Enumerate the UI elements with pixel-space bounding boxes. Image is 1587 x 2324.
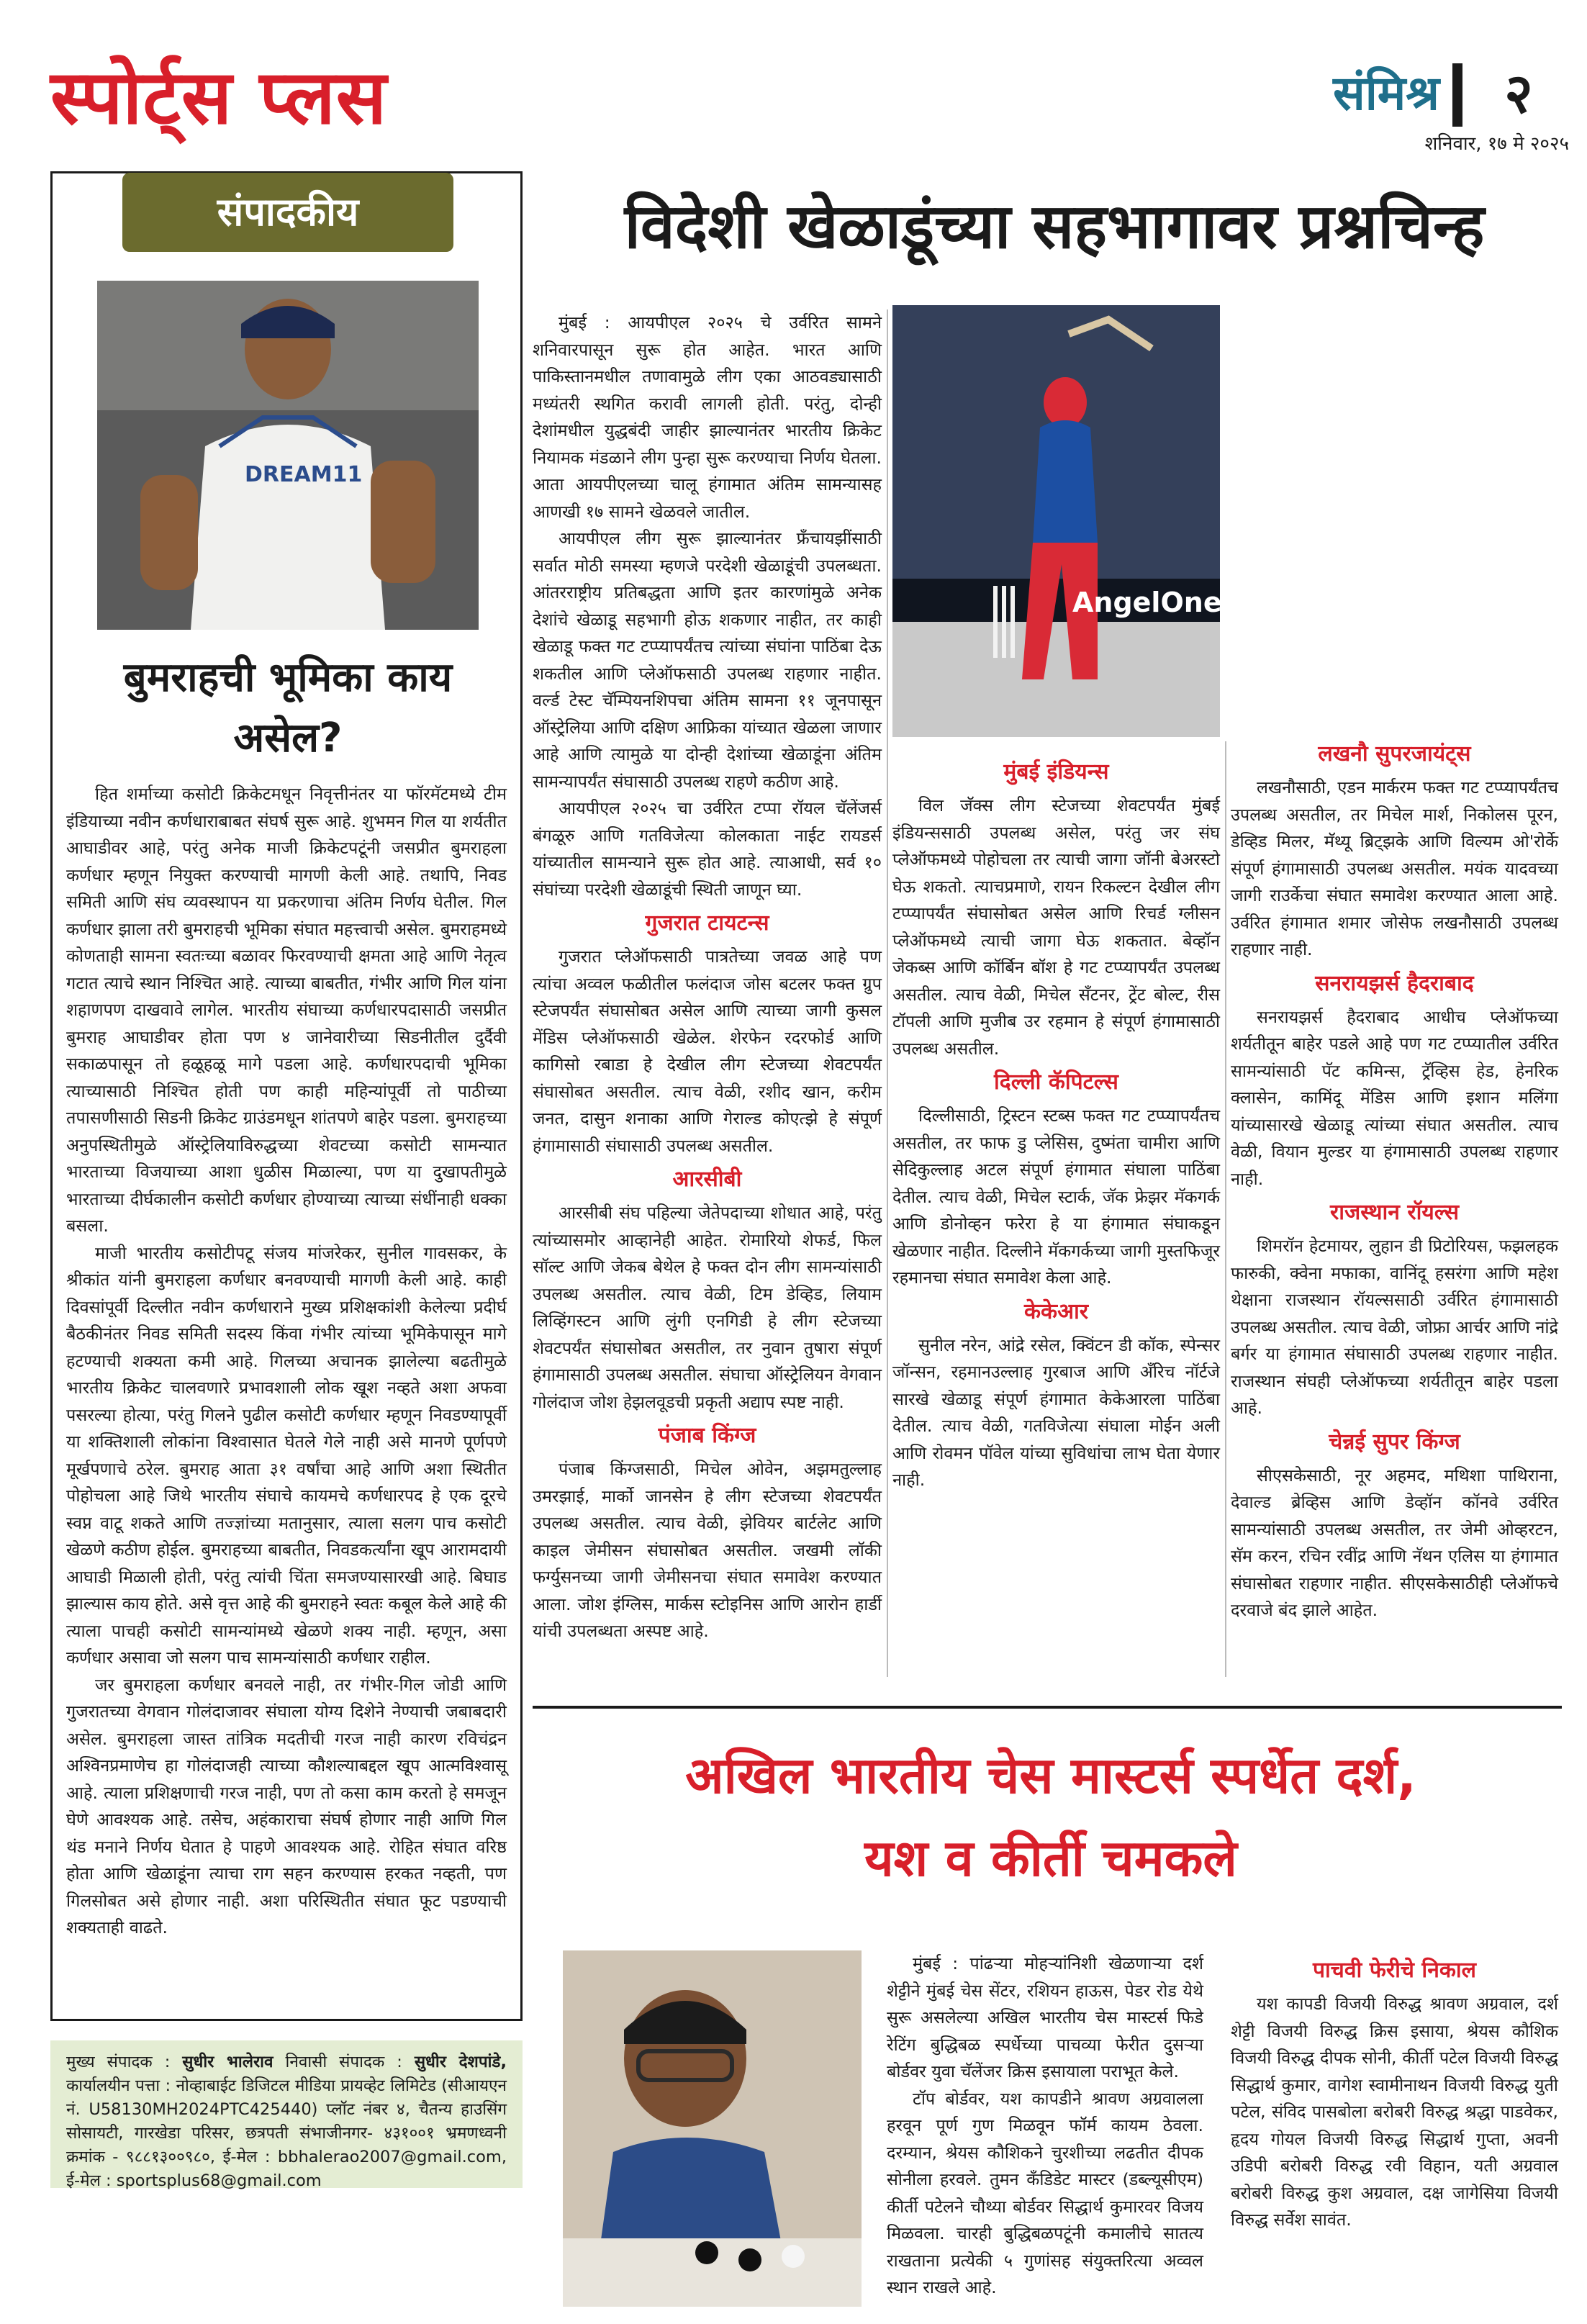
team-paragraph: पंजाब किंग्जसाठी, मिचेल ओवेन, अझमतुल्लाह उमरझाई, मार्को जानसेन हे लीग स्टेजच्या शेवटपर्यंत उपलब्ध असतील. त्याच वेळी, झेवियर बार्टलेट आणि काइल जेमीसन संघासोबत असतील. जखमी लॉकी फर्ग्युसनच्या जागी जेमीसनचा संघात समावेश करण्यात आला. जोश इंग्लिस, मार्कस स्टोइनिस आणि आरोन हार्डी यांची उपलब्धता अस्पष्ट आहे. (533, 1459, 882, 1641)
main-story-column-2 (892, 752, 1220, 1688)
team-paragraph: विल जॅक्स लीग स्टेजच्या शेवटपर्यंत मुंबई इंडियन्ससाठी उपलब्ध असेल, परंतु जर संघ प्लेऑफमध्ये पोहोचला तर त्याची जागा जॉनी बेअरस्टो घेऊ शकतो. त्याचप्रमाणे, रायन रिकल्टन देखील लीग टप्प्यापर्यंत संघासोबत असेल आणि रिचर्ड ग्लीसन प्लेऑफमध्ये त्याची जागा घेऊ शकतात. बेव्हॉन जेकब्स आणि कॉर्बिन बॉश हे गट टप्प्यापर्यंत उपलब्ध असतील. त्याच वेळी, मिचेल सँटनर, ट्रेंट बोल्ट, रीस टॉपली आणि मुजीब उर रहमान हे संपूर्ण हंगामासाठी उपलब्ध असतील. (892, 795, 1220, 1059)
main-story-column-3 (1231, 734, 1558, 1727)
chess-story-column-1 (887, 1950, 1203, 2310)
team-heading-rajasthan: राजस्थान रॉयल्स (1329, 1200, 1459, 1225)
editorial-paragraph: हित शर्माच्या कसोटी क्रिकेटमधून निवृत्तीनंतर या फॉरमॅटमध्ये टीम इंडियाच्या नवीन कर्णधाराबाबत संघर्ष सुरू आहे. शुभमन गिल या शर्यतीत आघाडीवर आहे, परंतु अनेक माजी क्रिकेटपटूंनी जसप्रीत बुमराहला कर्णधार म्हणून नियुक्त करण्याची मागणी केली आहे. तथापि, निवड समिती आणि संघ व्यवस्थापन या प्रकरणाचा अंतिम निर्णय घेतील. गिल कर्णधार झाला तरी बुमराहची भूमिका संघात महत्त्वाची असेल. बुमराहमध्ये कोणताही सामना स्वतःच्या बळावर फिरवण्याची क्षमता आहे आणि नेतृत्व गटात त्याचे स्थान निश्चित आहे. त्याच्या बाबतीत, गंभीर आणि गिल यांना शहाणपण दाखवावे लागेल. भारतीय संघाच्या कर्णधारपदासाठी जसप्रीत बुमराह आघाडीवर होता पण ४ जानेवारीच्या सिडनीतील दुर्दैवी सकाळपासून तो हळूहळू मागे पडला आहे. कर्णधारपदाची भूमिका त्याच्यासाठी निश्चित होती पण काही महिन्यांपूर्वी तो पाठीच्या तपासणीसाठी सिडनी क्रिकेट ग्राउंडमधून शांतपणे बाहेर पडला. बुमराहच्या अनुपस्थितीमुळे ऑस्ट्रेलियाविरुद्धच्या शेवटच्या कसोटी सामन्यात भारताच्या विजयाच्या आशा धुळीस मिळाल्या, पण या दुखापतीमुळे भारताच्या दीर्घकालीन कसोटी कर्णधार होण्याच्या त्याच्या संधींनाही धक्का बसला. (66, 784, 507, 1236)
chess-paragraph: मुंबई : पांढऱ्या मोहऱ्यांनिशी खेळणाऱ्या दर्श शेट्टीने मुंबई चेस सेंटर, रशियन हाऊस, पेडर रोड येथे सुरू असलेल्या अखिल भारतीय चेस मास्टर्स फिडे रेटिंग बुद्धिबळ स्पर्धेच्या पाचव्या फेरीत दुसऱ्या बोर्डवर युवा चॅलेंजर क्रिस इसायाला पराभूत केले. (887, 1953, 1203, 2081)
bumrah-illustration (97, 281, 479, 630)
team-paragraph: सुनील नरेन, आंद्रे रसेल, क्विंटन डी कॉक, स्पेन्सर जॉन्सन, रहमानउल्लाह गुरबाज आणि अँरिच नॉर्टजे सारखे खेळाडू संपूर्ण हंगामात केकेआरला पाठिंबा देतील. त्याच वेळी, गतविजेत्या संघाला मोईन अली आणि रोवमन पॉवेल यांच्या सुविधांचा लाभ घेता येणार नाही. (892, 1334, 1220, 1490)
team-heading-delhi: दिल्ली कॅपिटल्स (994, 1070, 1118, 1095)
team-paragraph: आरसीबी संघ पहिल्या जेतेपदाच्या शोधात आहे, परंतु त्यांच्यासमोर आव्हानेही आहेत. रोमारियो शेफर्ड, फिल सॉल्ट आणि जेकब बेथेल हे फक्त दोन लीग सामन्यांसाठी उपलब्ध असतील. त्याच वेळी, टिम डेव्हिड, लियाम लिव्हिंगस्टन आणि लुंगी एनगिडी हे लीग स्टेजच्या शेवटपर्यंत संघासोबत असतील, तर नुवान तुषारा संपूर्ण हंगामासाठी उपलब्ध असतील. संघाचा ऑस्ट्रेलियन वेगवान गोलंदाज जोश हेझलवूडची प्रकृती अद्याप स्पष्ट नाही. (533, 1203, 882, 1412)
masthead-title: स्पोर्ट्स प्लस (50, 53, 388, 141)
column-rule (887, 309, 888, 1677)
section-label: संमिश्र (1333, 65, 1439, 121)
batter-photo (892, 305, 1220, 737)
resident-editor-name: सुधीर देशपांडे, (414, 2053, 507, 2071)
story-paragraph: मुंबई : आयपीएल २०२५ चे उर्वरित सामने शनिवारपासून सुरू होत आहेत. भारत आणि पाकिस्तानमधील तणावामुळे लीग एका आठवड्यासाठी मध्यंतरी स्थगित करावी लागली होती. परंतु, दोन्ही देशांमधील युद्धबंदी जाहीर झाल्यानंतर भारतीय क्रिकेट नियामक मंडळाने लीग पुन्हा सुरू करण्याचा निर्णय घेतला. आता आयपीएलच्या चालू हंगामात अंतिम सामन्यासह आणखी १७ सामने खेळवले जातील. (533, 312, 882, 522)
editorial-paragraph: माजी भारतीय कसोटीपटू संजय मांजरेकर, सुनील गावसकर, के श्रीकांत यांनी बुमराहला कर्णधार बनवण्याची मागणी केली आहे. काही दिवसांपूर्वी दिल्लीत नवीन कर्णधाराने मुख्य प्रशिक्षकांशी केलेल्या प्रदीर्घ बैठकीनंतर निवड समिती सदस्य किंवा गंभीर त्यांच्या भूमिकेपासून मागे हटण्याची शक्यता कमी आहे. गिलच्या अचानक झालेल्या बढतीमुळे भारतीय क्रिकेट चालवणारे प्रभावशाली लोक खूश नव्हते अशा अफवा पसरल्या होत्या, परंतु गिलने पुढील कसोटी कर्णधार म्हणून निवडण्यापूर्वी या शक्तिशाली लोकांना विश्वासात घेतले गेले नाही असे मानणे पूर्णपणे मूर्खपणाचे ठरेल. बुमराह आता ३१ वर्षांचा आहे आणि अशा स्थितीत पोहोचला आहे जिथे भारतीय संघाचे कायमचे कर्णधारपद हे एक दूरचे स्वप्न वाटू शकते आणि तज्ज्ञांच्या मतानुसार, त्याला सलग पाच कसोटी खेळणे कठीण होईल. बुमराहच्या बाबतीत, निवडकर्त्यांना खूप आरामदायी आघाडी मिळाली होती, परंतु त्यांची चिंता समजण्यासारखी आहे. बिघाड झाल्यास काय होते. असे वृत्त आहे की बुमराहने स्वतः कबूल केले आहे की त्याला पाचही कसोटी सामन्यांमध्ये खेळणे शक्य नाही. म्हणून, असा कर्णधार असावा जो सलग पाच सामन्यांसाठी कर्णधार राहील. (66, 1242, 507, 1668)
column-rule (1225, 741, 1226, 1677)
team-paragraph: सनरायझर्स हैदराबाद आधीच प्लेऑफच्या शर्यतीतून बाहेर पडले आहे पण गट टप्प्यातील उर्वरित सामन्यांसाठी पॅट कमिन्स, ट्रॅव्हिस हेड, हेनरिक क्लासेन, कामिंदू मेंडिस आणि इशान मलिंगा यांच्यासारखे खेळाडू त्यांच्या संघात असतील. त्याच वेळी, वियान मुल्डर या हंगामासाठी उपलब्ध राहणार नाही. (1231, 1006, 1558, 1189)
team-heading-rcb: आरसीबी (672, 1167, 742, 1192)
round-results-heading: पाचवी फेरीचे निकाल (1313, 1958, 1476, 1983)
editorial-label: संपादकीय (122, 173, 453, 252)
story-divider (533, 1706, 1562, 1709)
team-paragraph: गुजरात प्लेऑफसाठी पात्रतेच्या जवळ आहे पण त्यांचा अव्वल फळीतील फलंदाज जोस बटलर फक्त ग्रुप स्टेजपर्यंत संघासोबत असेल आणि त्याच्या जागी कुसल मेंडिस प्लेऑफसाठी खेळेल. शेरफेन रदरफोर्ड आणि कागिसो रबाडा हे देखील लीग स्टेजच्या शेवटपर्यंत संघासोबत असतील. त्याच वेळी, रशीद खान, करीम जनत, दासुन शनाका आणि गेराल्ड कोएत्झे हे संपूर्ण हंगामासाठी संघासाठी उपलब्ध असतील. (533, 946, 882, 1156)
team-paragraph: शिमरॉन हेटमायर, लुहान डी प्रिटोरियस, फझलहक फारुकी, क्वेना मफाका, वानिंदू हसरंगा आणि महेश थेक्षाना राजस्थान रॉयल्ससाठी उर्वरित हंगामासाठी उपलब्ध असतील. त्याच वेळी, जोफ्रा आर्चर आणि नांद्रे बर्गर या हंगामात संघासाठी उपलब्ध राहणार नाहीत. राजस्थान संघही प्लेऑफच्या शर्यतीतून बाहेर पडला आहे. (1231, 1236, 1558, 1418)
editor-name: सुधीर भालेराव (182, 2053, 273, 2071)
story-paragraph: आयपीएल २०२५ चा उर्वरित टप्पा रॉयल चॅलेंजर्स बंगळूरु आणि गतविजेत्या कोलकाता नाईट रायडर्स यांच्यातील सामन्याने सुरू होत आहे. त्याआधी, सर्व १० संघांच्या परदेशी खेळाडूंची स्थिती जाणून घ्या. (533, 798, 882, 900)
office-address: कार्यालयीन पत्ता : नोव्हाबाईट डिजिटल मीडिया प्रायव्हेट लिमिटेड (सीआयएन नं. U58130MH2024PTC425440) प्लॉट नंबर ४, चैतन्य हाउसिंग सोसायटी, गारखेडा परिसर, छत्रपती संभाजीनगर- ४३१००१ भ्रमणध्वनी क्रमांक - ९८८१३००९८०, ई-मेल : bbhalerao2007@gmail.com, ई-मेल : sportsplus68@gmail.com (66, 2076, 507, 2190)
batter-illustration (892, 305, 1220, 737)
chess-headline-line-1: अखिल भारतीय चेस मास्टर्स स्पर्धेत दर्श, (685, 1746, 1416, 1805)
chess-story-column-2 (1231, 1950, 1558, 2310)
team-heading-chennai: चेन्नई सुपर किंग्ज (1329, 1429, 1460, 1455)
chess-headline (547, 1735, 1555, 1907)
team-heading-kkr: केकेआर (1023, 1298, 1088, 1324)
bumrah-photo (97, 281, 479, 630)
hoarding-text: AngelOne (1072, 587, 1222, 618)
jersey-sponsor-text: DREAM11 (245, 462, 363, 487)
team-heading-mumbai: मुंबई इंडियन्स (1003, 759, 1109, 785)
team-heading-punjab: पंजाब किंग्ज (658, 1423, 756, 1448)
editorial-paragraph: जर बुमराहला कर्णधार बनवले नाही, तर गंभीर-गिल जोडी आणि गुजरातच्या वेगवान गोलंदाजावर संघाला योग्य दिशेने नेण्याची जबाबदारी असेल. बुमराहला जास्त तांत्रिक मदतीची गरज नाही कारण रविचंद्रन अश्विनप्रमाणेच हा गोलंदाजही त्याच्या कौशल्याबद्दल खूप आत्मविश्वासू आहे. त्याला प्रशिक्षणाची गरज नाही, पण तो कसा काम करतो हे समजून घेणे आवश्यक आहे. तसेच, अहंकाराचा संघर्ष होणार नाही आणि गिल थंड मनाने निर्णय घेतात हे पाहणे आवश्यक आहे. रोहित संघात वरिष्ठ होता आणि खेळाडूंना त्याचा राग सहन करण्यास हरकत नव्हती, पण गिलसोबत असे होणार नाही. अशा परिस्थितीत संघात फूट पडण्याची शक्यताही वाढते. (66, 1674, 507, 1938)
resident-editor-label: निवासी संपादक : (285, 2053, 402, 2071)
chess-headline-line-2: यश व कीर्ती चमकले (864, 1829, 1237, 1888)
page-number: २ (1504, 61, 1533, 125)
editorial-headline: बुमराहची भूमिका काय असेल? (123, 654, 453, 761)
team-paragraph: सीएसकेसाठी, नूर अहमद, मथिशा पाथिराना, देवाल्ड ब्रेव्हिस आणि डेव्हॉन कॉनवे उर्वरित सामन्यांसाठी उपलब्ध असतील, तर जेमी ओव्हरटन, सॅम करन, रचिन रवींद्र आणि नॅथन एलिस या हंगामात संघासोबत राहणार नाहीत. सीएसकेसाठीही प्लेऑफचे दरवाजे बंद झाले आहेत. (1231, 1465, 1558, 1620)
team-paragraph: दिल्लीसाठी, ट्रिस्टन स्टब्स फक्त गट टप्प्यापर्यंतच असतील, तर फाफ डु प्लेसिस, दुष्मंता चामीरा आणि सेदिकुल्लाह अटल संपूर्ण हंगामात संघाला पाठिंबा देतील. त्याच वेळी, मिचेल स्टार्क, जॅक फ्रेझर मॅकगर्क आणि डोनोव्हन फरेरा हे या हंगामात संघाकडून खेळणार नाहीत. दिल्लीने मॅकगर्कच्या जागी मुस्तफिजूर रहमानचा संघात समावेश केला आहे. (892, 1106, 1220, 1288)
editorial-body (66, 781, 507, 2012)
main-story-column-1 (533, 309, 882, 1641)
team-paragraph: लखनौसाठी, एडन मार्करम फक्त गट टप्प्यापर्यंतच उपलब्ध असतील, तर मिचेल मार्श, निकोलस पूरन, डेव्हिड मिलर, मॅथ्यू ब्रिट्झके आणि विल्यम ओ'रोर्के संपूर्ण हंगामासाठी उपलब्ध असतील. मयंक यादवच्या जागी राउर्केचा संघात समावेश करण्यात आला आहे. उर्वरित हंगामात शमार जोसेफ लखनौसाठी उपलब्ध राहणार नाही. (1231, 777, 1558, 959)
team-heading-gujarat: गुजरात टायटन्स (645, 910, 769, 936)
editor-label: मुख्य संपादक : (66, 2053, 171, 2071)
team-heading-lucknow: लखनौ सुपरजायंट्स (1318, 741, 1471, 767)
issue-date: शनिवार, १७ मे २०२५ (1424, 133, 1569, 155)
imprint-box (50, 2040, 523, 2188)
round-results-text: यश कापडी विजयी विरुद्ध श्रावण अग्रवाल, दर्श शेट्टी विजयी विरुद्ध क्रिस इसाया, श्रेयस कौशिक विजयी विरुद्ध दीपक सोनी, कीर्ती पटेल विजयी विरुद्ध सिद्धार्थ कुमार, वागेश स्वामीनाथन विजयी विरुद्ध युती पटेल, संविद पासबोला बरोबरी विरुद्ध श्रद्धा पाडवेकर, हृदय गोयल विजयी विरुद्ध सिद्धार्थ गुप्ता, अवनी उडिपी बरोबरी विरुद्ध रवी विहान, यती अग्रवाल बरोबरी विरुद्ध कुश अग्रवाल, दक्ष जागेसिया विजयी विरुद्ध सर्वेश सावंत. (1231, 1994, 1558, 2230)
chess-paragraph: टॉप बोर्डवर, यश कापडीने श्रावण अग्रवालला हरवून पूर्ण गुण मिळवून फॉर्म कायम ठेवला. दरम्यान, श्रेयस कौशिकने चुरशीच्या लढतीत दीपक सोनीला हरवले. तुमन कॅंडिडेट मास्टर (डब्ल्यूसीएम) कीर्ती पटेलने चौथ्या बोर्डवर सिद्धार्थ कुमारवर विजय मिळवला. चारही बुद्धिबळपटूंनी कमालीचे सातत्य राखताना प्रत्येकी ५ गुणांसह संयुक्तरित्या अव्वल स्थान राखले आहे. (887, 2088, 1203, 2297)
section-divider (1452, 63, 1462, 127)
story-paragraph: आयपीएल लीग सुरू झाल्यानंतर फ्रँचायझींसाठी सर्वात मोठी समस्या म्हणजे परदेशी खेळाडूंची उपलब्धता. आंतरराष्ट्रीय प्रतिबद्धता आणि इतर कारणांमुळे अनेक देशांचे खेळाडू सहभागी होऊ शकणार नाहीत, तर काही खेळाडू फक्त गट टप्प्यापर्यंतच त्यांच्या संघांना पाठिंबा देऊ शकतील आणि प्लेऑफसाठी उपलब्ध राहणार नाहीत. वर्ल्ड टेस्ट चॅम्पियनशिपचा अंतिम सामना ११ जूनपासून ऑस्ट्रेलिया आणि दक्षिण आफ्रिका यांच्यात खेळला जाणार आहे आणि त्यामुळे या दोन्ही देशांच्या खेळाडूंना अंतिम सामन्यापर्यंत संघासाठी उपलब्ध राहणे कठीण आहे. (533, 528, 882, 792)
chess-player-illustration (563, 1950, 862, 2307)
chess-player-photo (563, 1950, 862, 2307)
main-headline: विदेशी खेळाडूंच्या सहभागावर प्रश्नचिन्ह (624, 191, 1485, 263)
team-heading-hyderabad: सनरायझर्स हैदराबाद (1315, 970, 1474, 996)
